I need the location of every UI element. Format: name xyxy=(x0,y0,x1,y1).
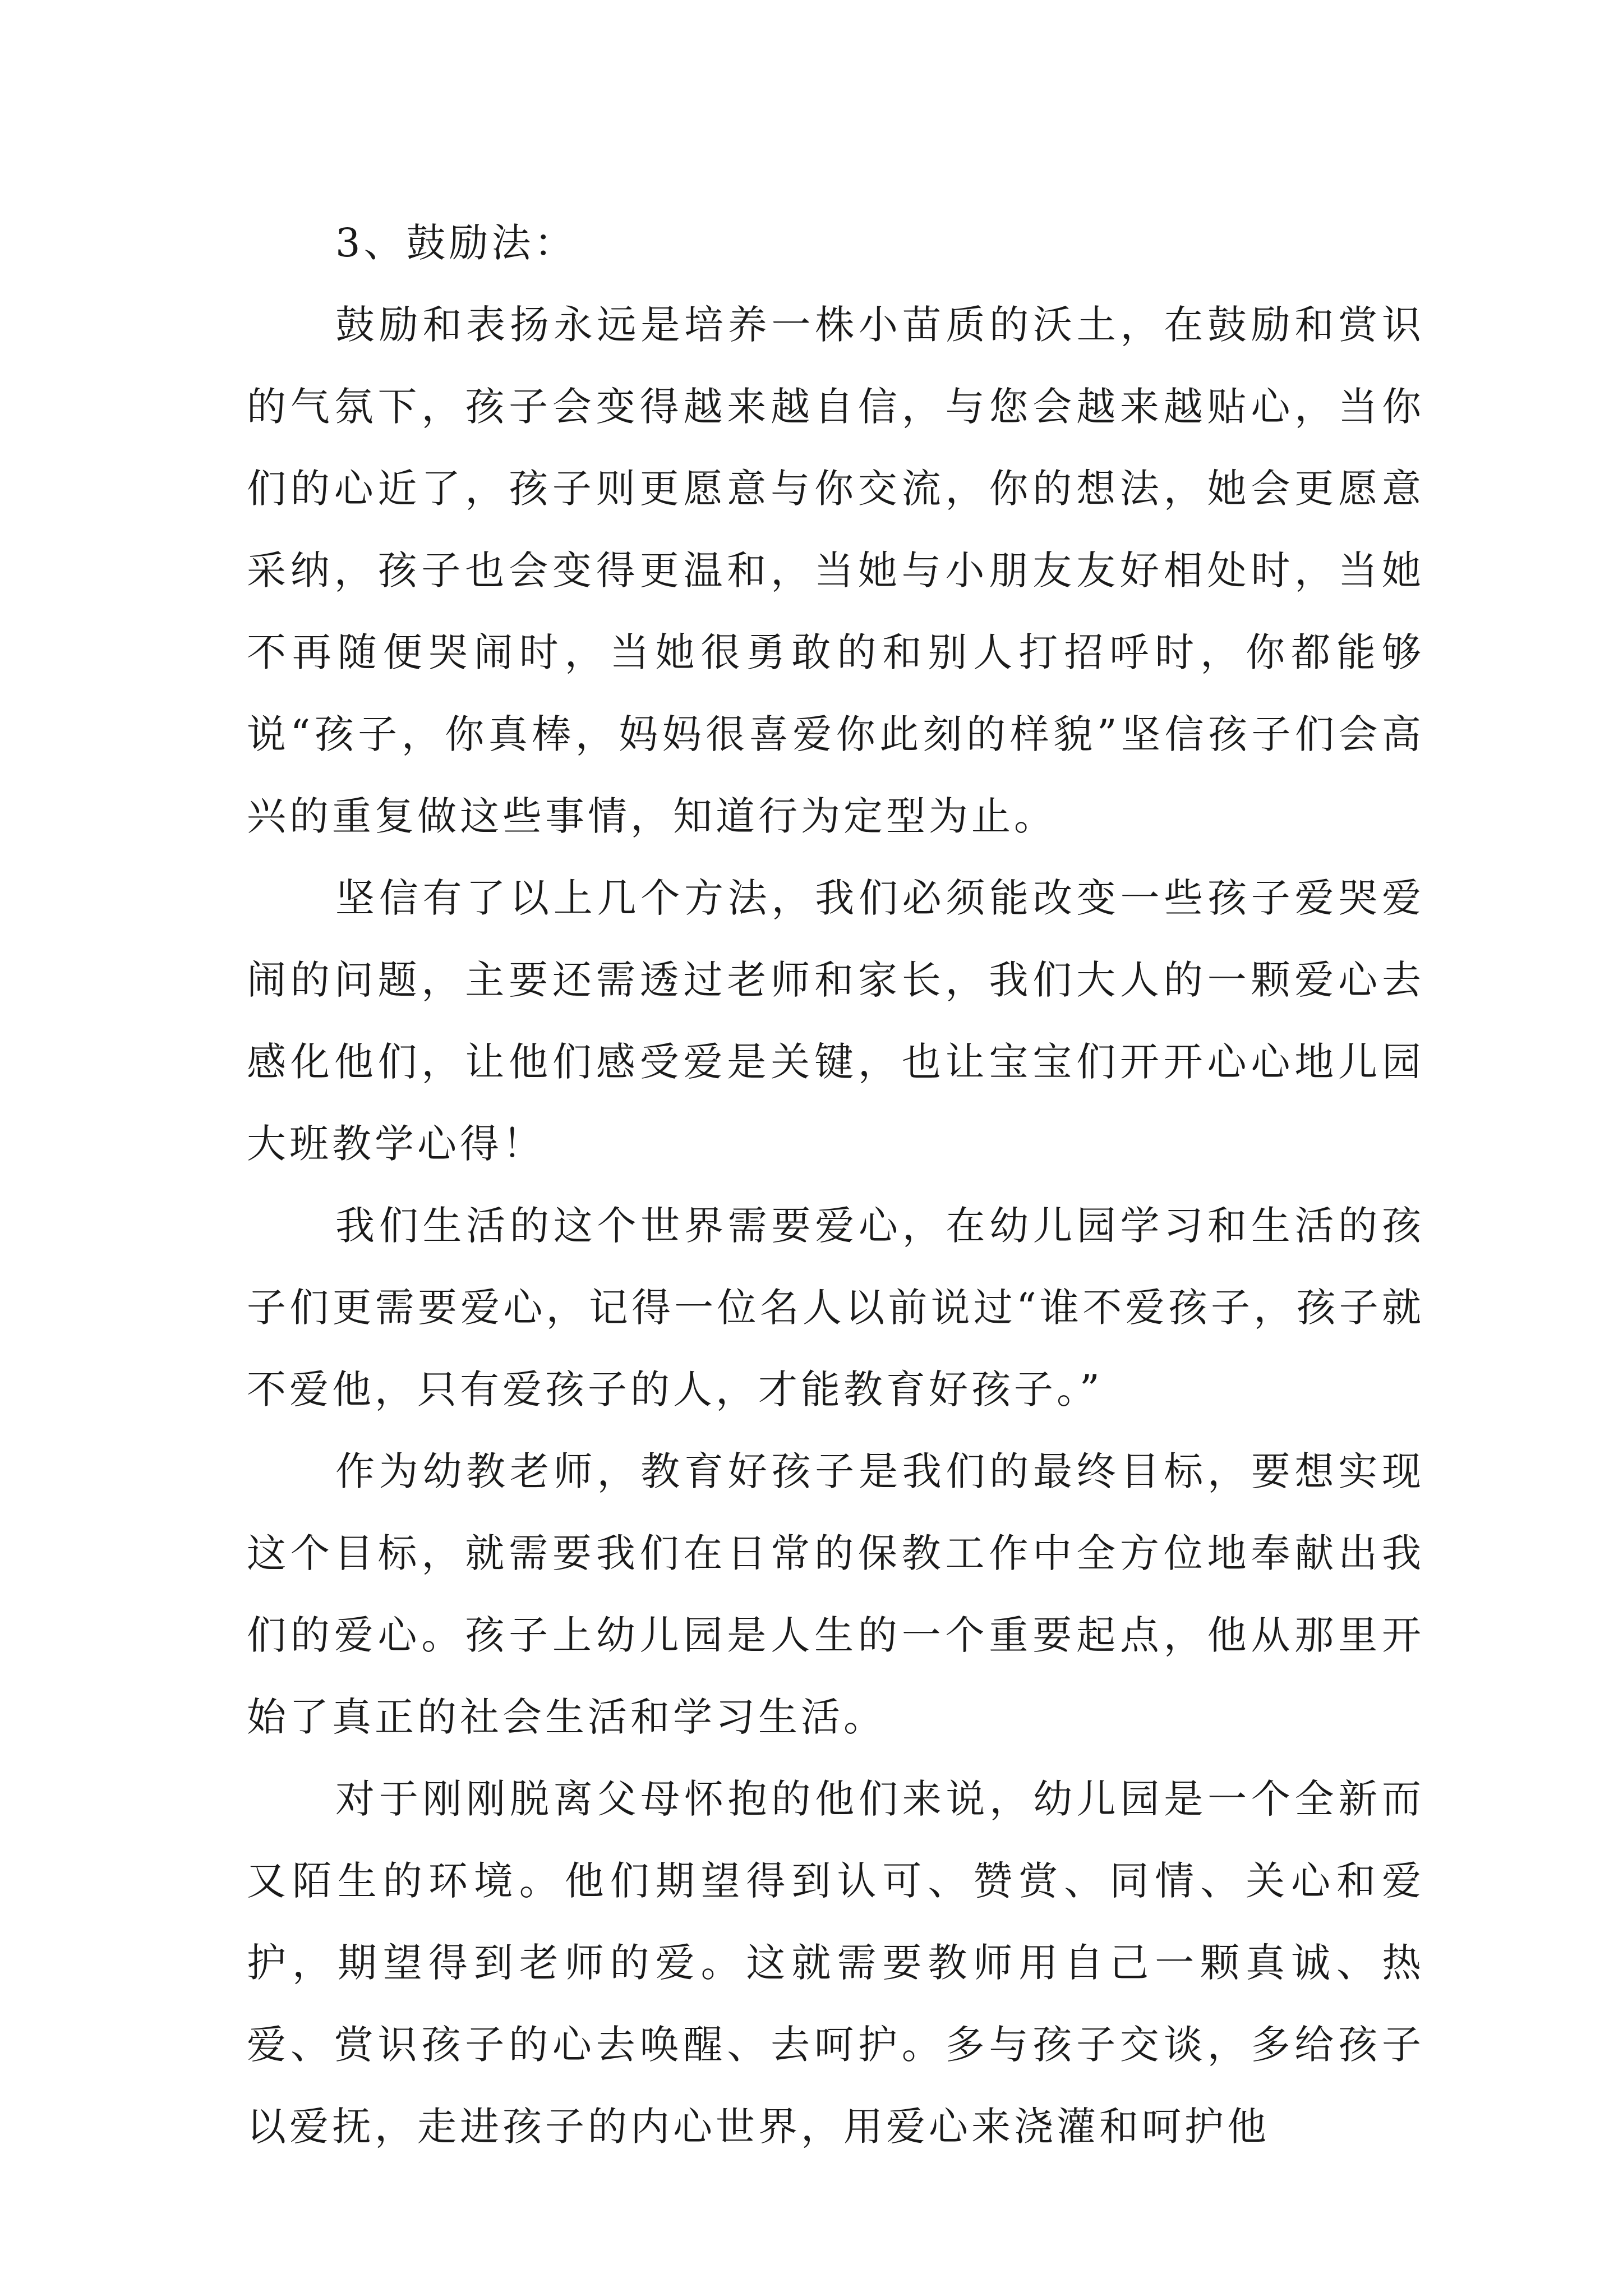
document-body xyxy=(247,202,1424,2168)
paragraph: 鼓励和表扬永远是培养一株小苗质的沃土，在鼓励和赏识的气氛下，孩子会变得越来越自信，与您会越来越贴心，当你们的心近了，孩子则更愿意与你交流，你的想法，她会更愿意采纳，孩子也会变得更温和，当她与小朋友友好相处时，当她不再随便哭闹时，当她很勇敢的和别人打招呼时，你都能够说“孩子，你真棒，妈妈很喜爱你此刻的样貌”坚信孩子们会高兴的重复做这些事情，知道行为定型为止。 xyxy=(247,302,1424,839)
paragraph: 我们生活的这个世界需要爱心，在幼儿园学习和生活的孩子们更需要爱心，记得一位名人以前说过“谁不爱孩子，孩子就不爱他，只有爱孩子的人，才能教育好孩子。” xyxy=(247,1203,1424,1412)
paragraph: 坚信有了以上几个方法，我们必须能改变一些孩子爱哭爱闹的问题，主要还需透过老师和家长，我们大人的一颗爱心去感化他们，让他们感受爱是关键，也让宝宝们开开心心地儿园大班教学心得！ xyxy=(247,875,1424,1167)
paragraph: 作为幼教老师，教育好孩子是我们的最终目标，要想实现这个目标，就需要我们在日常的保教工作中全方位地奉献出我们的爱心。孩子上幼儿园是人生的一个重要起点，他从那里开始了真正的社会生活和学习生活。 xyxy=(247,1448,1424,1740)
section-heading: 3、鼓励法： xyxy=(335,220,577,266)
paragraph: 对于刚刚脱离父母怀抱的他们来说，幼儿园是一个全新而又陌生的环境。他们期望得到认可、赞赏、同情、关心和爱护，期望得到老师的爱。这就需要教师用自己一颗真诚、热爱、赏识孩子的心去唤醒、去呵护。多与孩子交谈，多给孩子以爱抚，走进孩子的内心世界，用爱心来浇灌和呵护他 xyxy=(247,1776,1424,2150)
